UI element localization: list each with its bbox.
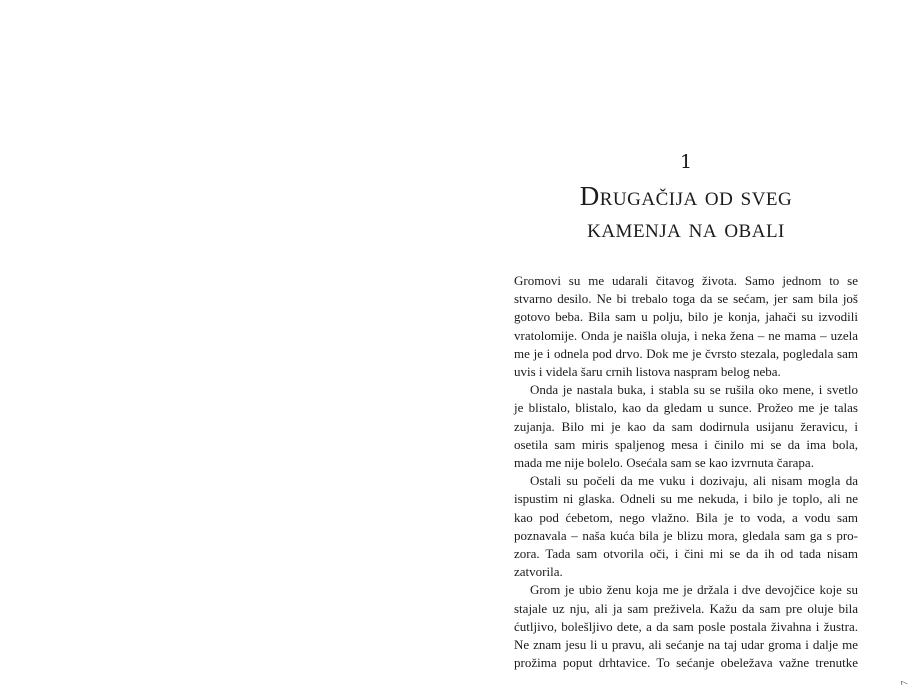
paragraph bbox=[514, 272, 858, 381]
text-line: stvarno desilo. Ne bi trebalo toga da se sećam, jer sam bila još bbox=[514, 291, 858, 307]
text-line: mada me nije bolelo. Osećala sam se kao izvrnuta čarapa. bbox=[514, 455, 814, 471]
text-line: osetila sam miris spaljenog mesa i činilo mi se da ima bola, bbox=[514, 436, 858, 452]
chapter-title-line-1: Drugačija od sveg bbox=[579, 181, 793, 211]
paragraph bbox=[514, 581, 858, 672]
text-line: ispustim ni glaska. Odneli su me nekuda, i bilo je toplo, ali ne bbox=[514, 491, 858, 507]
text-line: gotovo beba. Bila sam u polju, bilo je konja, jahači su izvodili bbox=[514, 309, 858, 325]
text-line: Gromovi su me udarali čitavog života. Samo jednom to se bbox=[514, 273, 858, 288]
text-line: Ne znam jesu li u pravu, ali sećanje na taj udar groma i dalje me bbox=[514, 637, 858, 653]
text-line: prožima poput drhtavice. To sećanje obeležava važne trenutke bbox=[514, 655, 858, 671]
text-line: zora. Tada sam otvorila oči, i čini mi se da ih od tada nisam bbox=[514, 546, 858, 562]
paragraph bbox=[514, 472, 858, 581]
text-line: Ostali su počeli da me vuku i dozivaju, ali nisam mogla da bbox=[530, 473, 858, 489]
text-line: je blistalo, blistalo, kao da gledam u sunce. Prožeo me je talas bbox=[514, 400, 858, 416]
text-line: kao pod ćebetom, nego vlažno. Bila je to voda, a vodu sam bbox=[514, 509, 858, 525]
text-line: vratolomije. Onda je naišla oluja, i neka žena – ne mama – uzela bbox=[514, 327, 858, 343]
text-line: ćutljivo, bolešljivo dete, a da sam posle postala živahna i žustra. bbox=[514, 618, 858, 634]
text-line: stajale uz nju, ali ja sam preživela. Kažu da sam pre oluje bila bbox=[514, 600, 858, 616]
chapter-number: 1 bbox=[679, 151, 693, 173]
text-line: me je i odnela pod drvo. Dok me je čvrsto stezala, pogledala sam bbox=[514, 345, 858, 361]
chapter-title bbox=[514, 180, 858, 244]
paragraph bbox=[514, 381, 858, 472]
text-line: zujanja. Bilo mi je kao da sam dodirnula usijanu žeravicu, i bbox=[514, 418, 858, 434]
text-line: zatvorila. bbox=[514, 564, 563, 580]
text-line: poznavala – naša kuća bila je blizu mora, gledala sam ga s pro- bbox=[514, 527, 858, 543]
text-line: Onda je nastala buka, i stabla su se rušila oko mene, i svetlo bbox=[530, 382, 858, 398]
page-number: 7 bbox=[898, 680, 909, 686]
text-line: Grom je ubio ženu koja me je držala i dve devojčice koje su bbox=[530, 582, 858, 598]
text-line: uvis i videla šaru crnih listova naspram belog neba. bbox=[514, 364, 781, 380]
chapter-title-line-2: kamenja na obali bbox=[587, 213, 785, 243]
chapter-body bbox=[514, 272, 858, 672]
